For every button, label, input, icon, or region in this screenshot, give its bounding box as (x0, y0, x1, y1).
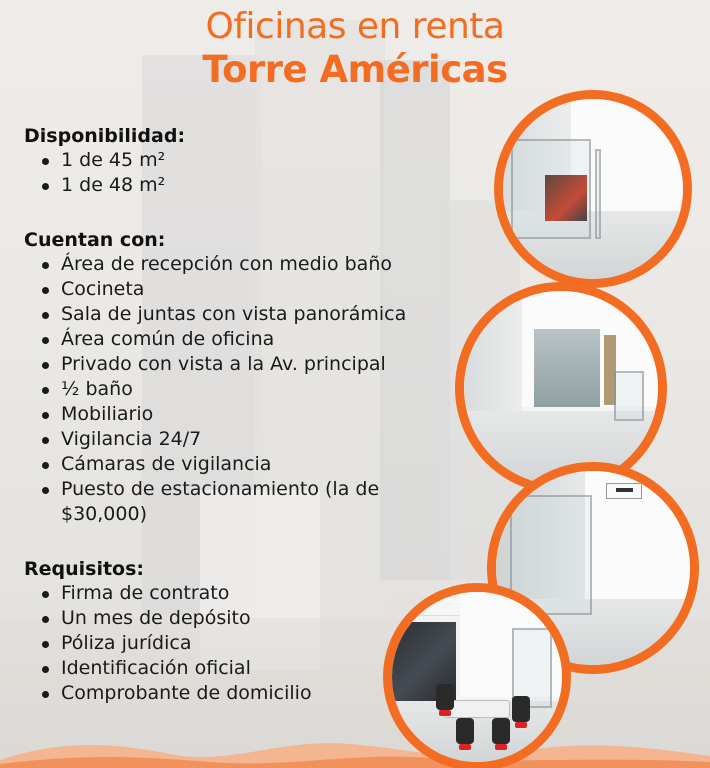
list-item: Cocineta (40, 277, 484, 302)
photo-meeting-room-icon (383, 583, 571, 768)
list-item: Cámaras de vigilancia (40, 452, 484, 477)
list-item: Mobiliario (40, 402, 484, 427)
list-item: Póliza jurídica (40, 631, 484, 656)
amenities-section (24, 228, 484, 527)
list-item: Puesto de estacionamiento (la de $30,000) (40, 477, 460, 527)
list-item: Firma de contrato (40, 581, 484, 606)
list-item: Un mes de depósito (40, 606, 484, 631)
list-item: Sala de juntas con vista panorámica (40, 302, 484, 327)
amenities-heading: Cuentan con: (24, 229, 166, 251)
list-item: Privado con vista a la Av. principal (40, 352, 484, 377)
page-title: Torre Américas (202, 48, 508, 91)
list-item: 1 de 45 m² (40, 148, 484, 173)
list-item: 1 de 48 m² (40, 173, 484, 198)
photo-office-window-icon (455, 282, 667, 494)
list-item: Área de recepción con medio baño (40, 252, 484, 277)
amenities-list (40, 252, 484, 527)
availability-list (40, 148, 484, 198)
requirements-heading: Requisitos: (24, 558, 145, 580)
availability-heading: Disponibilidad: (24, 125, 186, 147)
page-subtitle: Oficinas en renta (205, 6, 505, 47)
bottom-wave-decoration (0, 730, 710, 768)
list-item: Comprobante de domicilio (40, 681, 484, 706)
list-item: Área común de oficina (40, 327, 484, 352)
availability-section (24, 124, 484, 198)
list-item: Identificación oficial (40, 656, 484, 681)
list-item: Vigilancia 24/7 (40, 427, 484, 452)
list-item: ½ baño (40, 377, 484, 402)
photo-reception-icon (494, 90, 692, 288)
